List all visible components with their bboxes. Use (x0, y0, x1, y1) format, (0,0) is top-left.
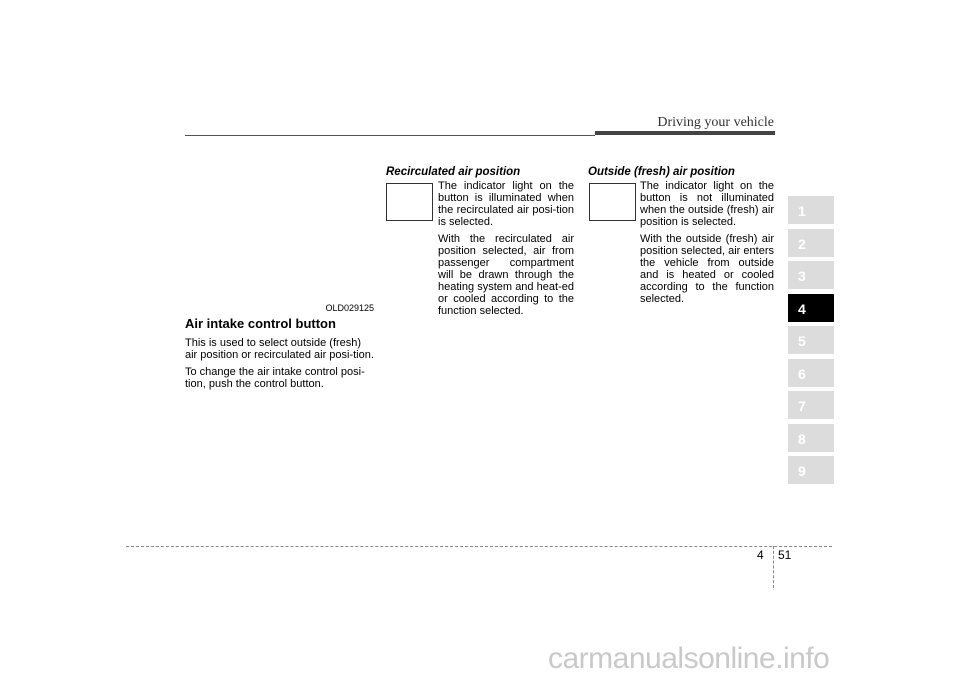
recirculated-section (438, 180, 574, 322)
recirculated-heading: Recirculated air position (386, 166, 521, 178)
outside-air-paragraph: The indicator light on the button is not illuminated when the outside (fresh) air position is selected. (640, 180, 774, 228)
header-rule (185, 135, 595, 136)
chapter-tab-6[interactable]: 6 (788, 359, 834, 387)
air-intake-heading: Air intake control button (185, 316, 336, 331)
chapter-tab-3[interactable]: 3 (788, 261, 834, 289)
recirculated-air-icon (386, 183, 433, 221)
chapter-tabs (788, 196, 834, 489)
header-rule-accent (595, 131, 775, 135)
figure-code: OLD029125 (325, 303, 374, 313)
footer-rule (126, 546, 832, 547)
chapter-tab-9[interactable]: 9 (788, 456, 834, 484)
outside-air-paragraph: With the outside (fresh) air position selected, air enters the vehicle from outside and is heated or cooled according to the function selected. (640, 233, 774, 305)
outside-air-icon (589, 183, 636, 221)
page-header-title: Driving your vehicle (657, 115, 774, 130)
footer-divider (773, 546, 774, 588)
watermark: carmanualsonline.info (548, 642, 830, 675)
chapter-tab-2[interactable]: 2 (788, 229, 834, 257)
chapter-tab-7[interactable]: 7 (788, 391, 834, 419)
chapter-tab-1[interactable]: 1 (788, 196, 834, 224)
outside-air-section (640, 180, 774, 310)
air-intake-paragraph: To change the air intake control posi-tion, push the control button. (185, 366, 365, 390)
chapter-tab-5[interactable]: 5 (788, 326, 834, 354)
footer-page-number: 51 (778, 548, 792, 562)
chapter-tab-8[interactable]: 8 (788, 424, 834, 452)
air-intake-section (185, 316, 375, 395)
footer-chapter-number: 4 (757, 548, 764, 562)
air-intake-paragraph: This is used to select outside (fresh) air position or recirculated air posi-tion. (185, 337, 374, 361)
recirculated-paragraph: With the recirculated air position selected, air from passenger compartment will be drawn through the heating system and heat-ed or cooled according to the function selected. (438, 233, 574, 317)
outside-air-heading: Outside (fresh) air position (588, 166, 735, 178)
chapter-tab-4[interactable]: 4 (788, 294, 834, 322)
recirculated-paragraph: The indicator light on the button is illuminated when the recirculated air posi-tion is selected. (438, 180, 574, 228)
